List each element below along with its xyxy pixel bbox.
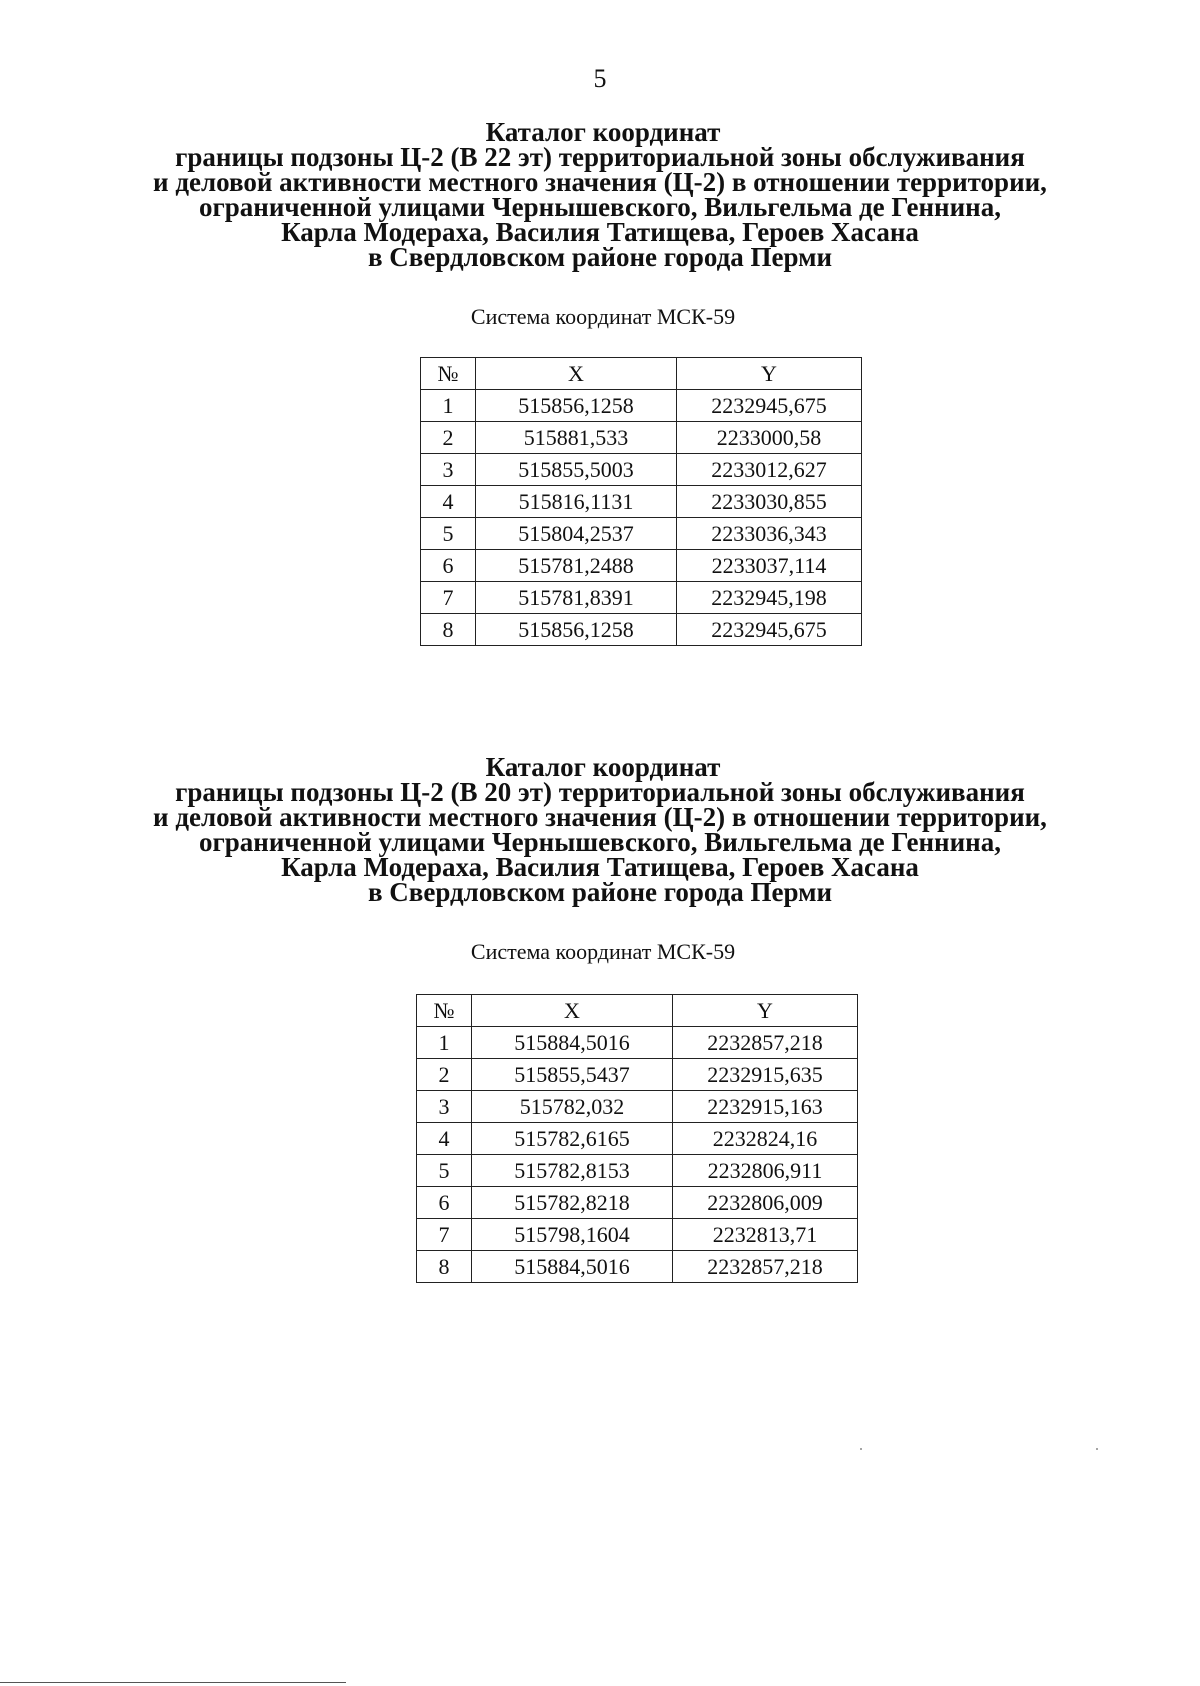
point-number: 6 [417,1187,472,1219]
point-number: 3 [417,1091,472,1123]
point-number: 6 [421,550,476,582]
coordinates-table [416,994,858,1283]
column-header-x: X [476,358,677,390]
catalog-heading-line: в Свердловском районе города Перми [367,242,833,272]
x-value: 515782,032 [472,1091,673,1123]
column-header-y: Y [677,358,862,390]
y-value: 2232806,911 [673,1155,858,1187]
coordinates-table [420,357,862,646]
point-number: 7 [421,582,476,614]
table-row [417,1155,858,1187]
y-value: 2232945,675 [677,614,862,646]
column-header-number: № [417,995,472,1027]
y-value: 2232806,009 [673,1187,858,1219]
table-row [417,1219,858,1251]
x-value: 515781,2488 [476,550,677,582]
y-value: 2233000,58 [677,422,862,454]
x-value: 515781,8391 [476,582,677,614]
y-value: 2232915,163 [673,1091,858,1123]
y-value: 2233030,855 [677,486,862,518]
page-number: 5 [593,64,607,93]
y-value: 2232945,675 [677,390,862,422]
catalog-heading-line: ограниченной улицами Чернышевского, Вильгельма де Геннина, [199,192,1001,222]
table-header-row [421,358,862,390]
catalog-title: Каталог координат [485,752,721,782]
table-row [417,1091,858,1123]
x-value: 515804,2537 [476,518,677,550]
x-value: 515855,5003 [476,454,677,486]
scan-speck [1096,1448,1098,1450]
x-value: 515855,5437 [472,1059,673,1091]
table-row [421,390,862,422]
y-value: 2232824,16 [673,1123,858,1155]
point-number: 1 [421,390,476,422]
y-value: 2233036,343 [677,518,862,550]
point-number: 5 [417,1155,472,1187]
y-value: 2232945,198 [677,582,862,614]
x-value: 515884,5016 [472,1027,673,1059]
point-number: 5 [421,518,476,550]
x-value: 515884,5016 [472,1251,673,1283]
point-number: 1 [417,1027,472,1059]
coordinate-catalog-2 [0,752,1200,1283]
y-value: 2232813,71 [673,1219,858,1251]
y-value: 2233037,114 [677,550,862,582]
catalog-heading-line: Карла Модераха, Василия Татищева, Героев Хасана [281,217,919,247]
x-value: 515782,8153 [472,1155,673,1187]
x-value: 515881,533 [476,422,677,454]
x-value: 515816,1131 [476,486,677,518]
table-header-row [417,995,858,1027]
column-header-number: № [421,358,476,390]
table-row [421,518,862,550]
table-row [421,486,862,518]
point-number: 7 [417,1219,472,1251]
coordinate-catalog-1 [0,117,1200,646]
table-row [417,1059,858,1091]
coordinate-system-label: Система координат МСК-59 [470,939,736,964]
point-number: 4 [417,1123,472,1155]
point-number: 8 [421,614,476,646]
scan-speck [860,1448,862,1450]
table-row [417,1027,858,1059]
table-row [417,1123,858,1155]
x-value: 515782,6165 [472,1123,673,1155]
table-row [421,454,862,486]
coordinate-system-label: Система координат МСК-59 [470,304,736,329]
catalog-heading [0,117,1200,272]
x-value: 515856,1258 [476,390,677,422]
table-row [421,614,862,646]
point-number: 2 [421,422,476,454]
catalog-heading [0,752,1200,907]
table-row [421,582,862,614]
catalog-heading-line: границы подзоны Ц-2 (В 22 эт) территориальной зоны обслуживания [175,142,1025,172]
y-value: 2232857,218 [673,1251,858,1283]
x-value: 515798,1604 [472,1219,673,1251]
table-row [421,422,862,454]
point-number: 3 [421,454,476,486]
catalog-title: Каталог координат [485,117,721,147]
column-header-y: Y [673,995,858,1027]
point-number: 8 [417,1251,472,1283]
y-value: 2233012,627 [677,454,862,486]
point-number: 4 [421,486,476,518]
catalog-heading-line: ограниченной улицами Чернышевского, Вильгельма де Геннина, [199,827,1001,857]
x-value: 515782,8218 [472,1187,673,1219]
catalog-heading-line: и деловой активности местного значения (Ц-2) в отношении территории, [153,167,1047,197]
catalog-heading-line: границы подзоны Ц-2 (В 20 эт) территориальной зоны обслуживания [175,777,1025,807]
point-number: 2 [417,1059,472,1091]
y-value: 2232915,635 [673,1059,858,1091]
footer-rule [0,1682,346,1683]
catalog-heading-line: Карла Модераха, Василия Татищева, Героев Хасана [281,852,919,882]
x-value: 515856,1258 [476,614,677,646]
table-row [421,550,862,582]
table-row [417,1251,858,1283]
table-row [417,1187,858,1219]
column-header-x: X [472,995,673,1027]
catalog-heading-line: и деловой активности местного значения (Ц-2) в отношении территории, [153,802,1047,832]
catalog-heading-line: в Свердловском районе города Перми [367,877,833,907]
y-value: 2232857,218 [673,1027,858,1059]
